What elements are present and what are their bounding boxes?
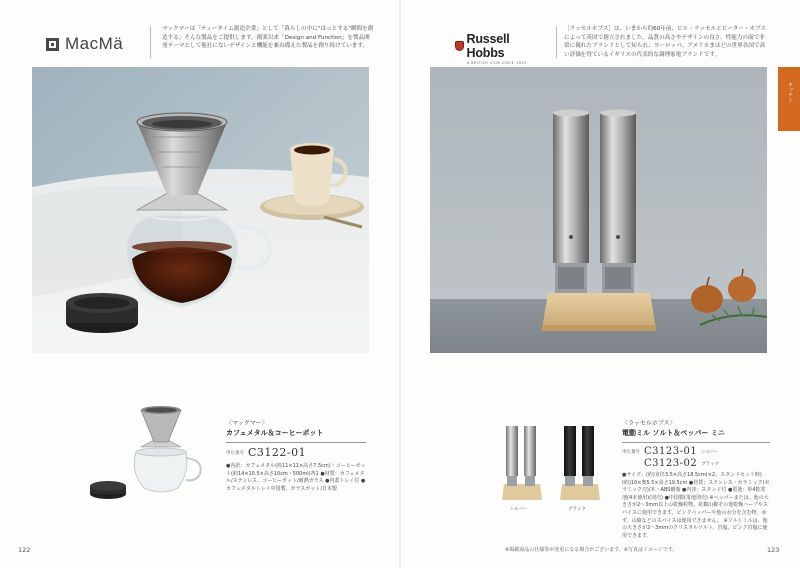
russell-hobbs-logo	[455, 32, 545, 65]
brand-divider	[556, 26, 557, 58]
product-brand-label: 〈ラッセルホブス〉	[622, 420, 676, 427]
caption-black: ブラック	[568, 507, 586, 512]
product-code-black: C3123-02	[644, 458, 698, 469]
russell-hobbs-hero-photo	[430, 67, 767, 353]
product-code-label: 申込番号	[622, 449, 640, 455]
page-gutter	[399, 0, 401, 568]
russell-hobbs-product-thumbnail	[496, 420, 608, 512]
product-description: ●内訳：カフェメタル(約11×11×高さ7.5cm)・コーヒーポット(約14×10.5×高さ10cm・500ml)各1 ●材質：カフェメタル/ステンレス、コーヒーポット/耐熱ガラス ●内蓋トレイ付 ●カフェメタルトレイ中国製、ガラスポット/日本製	[226, 463, 366, 492]
product-code: C3122-01	[248, 446, 307, 459]
russell-hobbs-brand-name: Russell Hobbs	[466, 32, 510, 60]
macma-logo	[46, 34, 123, 54]
product-divider	[226, 442, 366, 443]
page-number-right: 123	[767, 546, 780, 554]
russell-hobbs-emblem-icon	[455, 41, 464, 51]
macma-brand-name: MacMä	[65, 34, 124, 53]
category-tab-label: キッチン	[787, 82, 793, 102]
product-code-row	[622, 446, 770, 457]
product-variant-silver: シルバー	[701, 449, 719, 455]
product-code-row	[226, 446, 366, 459]
macma-product-thumbnail	[86, 402, 216, 502]
macma-hero-photo	[32, 67, 369, 353]
product-variant-black: ブラック	[701, 461, 720, 467]
product-code-silver: C3123-01	[644, 446, 698, 457]
product-name: カフェメタル＆コーヒーポット	[226, 429, 324, 437]
page-number-left: 122	[18, 546, 31, 554]
macma-intro-text: マックマーは「ティータイム創造企業」として「暮らしの中に"ほっとする"瞬間を創造する」そんな製品をご提供します。創業以来「Design and Function」を製品開発テーマとして他社にないデザインと機能を兼ね備えた製品を創り続けています。	[162, 26, 374, 50]
product-code-label: 申込番号	[226, 450, 244, 456]
product-code-row	[622, 458, 770, 469]
brand-divider	[150, 26, 151, 58]
macma-product-info	[226, 420, 366, 493]
product-divider	[622, 442, 770, 443]
russell-hobbs-intro-text: ［ラッセルホブス］は、いまから約60年前、ビル・ラッセルとピーター・ホブスによって英国で創立されました。品質の高さやデザインの良さ、性能力の面で非常に優れたブランドとして知られ、ヨーロッパ、アメリカまほどの世界各国で高い評価を得ているイギリスの代表的な調理家電ブランドです。	[564, 26, 767, 58]
product-brand-label: 〈マックマー〉	[226, 420, 268, 427]
footnote: ※掲載商品の仕様等が変更になる場合がございます。※写真はイメージです。	[505, 547, 678, 553]
product-name: 電動ミル ソルト＆ペッパー ミニ	[622, 429, 725, 437]
russell-hobbs-tagline: A BRITISH ICON SINCE 1952	[467, 61, 527, 65]
caption-silver: シルバー	[510, 507, 528, 512]
macma-logo-icon	[46, 38, 59, 51]
russell-hobbs-product-info	[622, 420, 770, 540]
product-description: ●サイズ：(約)直径3.5×高さ18.5cm(×2、スタンドセット時)(約)10×奥5.5×高さ19.5cm ●材質：ステンレス・セラミック(セラミック刃)/木・ABS樹脂 ●内容：スタンド付 ●電池：単4乾電池(4本使用)(別売) ●中国製(電池別売) ※ペッパーまたは、他の大きさが2〜3mm以上の乾燥粒物、花椒山椒その他乾燥ハーブやスパイスに使用できます。ピンクペッパーや他の水分を含む物、ゆず、山椒などのスパイスは使用できません。 ※ソルトミルは、他の大きさが2〜3mmのクリスタルソルト、岩塩、ピンク岩塩に使用できます。	[622, 472, 770, 539]
